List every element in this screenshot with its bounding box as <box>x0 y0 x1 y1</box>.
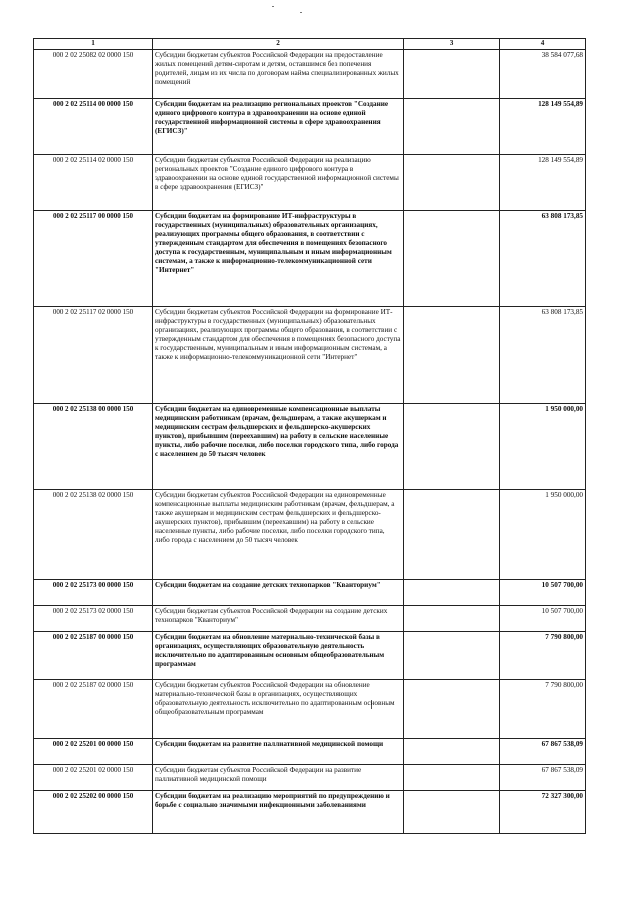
empty-cell <box>404 791 500 834</box>
classification-code: 000 2 02 25201 02 0000 150 <box>34 765 153 791</box>
table-row <box>34 606 586 632</box>
table-header-row <box>34 39 586 50</box>
classification-code: 000 2 02 25114 02 0000 150 <box>34 155 153 211</box>
classification-code: 000 2 02 25138 02 0000 150 <box>34 490 153 580</box>
table-row <box>34 211 586 307</box>
table-row <box>34 155 586 211</box>
revenue-name: Субсидии бюджетам субъектов Российской Федерации на развитие паллиативной медицинской помощи <box>153 765 404 791</box>
revenue-name: Субсидии бюджетам субъектов Российской Федерации на формирование ИТ-инфраструктуры в государственных (муниципальных) образовательных организациях, реализующих программы общего образования, в соответствии с утвержденным стандартом для обеспечения в помещениях безопасного доступа к государственным, муниципальным и иным информационным системам, а также к информационно-телекоммуникационной сети "Интернет" <box>153 307 404 404</box>
table-row <box>34 580 586 606</box>
scan-speck <box>272 6 274 7</box>
amount: 7 790 800,00 <box>500 680 586 739</box>
table-row <box>34 404 586 490</box>
amount: 10 507 700,00 <box>500 580 586 606</box>
table-row <box>34 490 586 580</box>
empty-cell <box>404 680 500 739</box>
classification-code: 000 2 02 25173 00 0000 150 <box>34 580 153 606</box>
table-row <box>34 739 586 765</box>
amount: 63 808 173,85 <box>500 211 586 307</box>
amount: 63 808 173,85 <box>500 307 586 404</box>
header-cell-2: 2 <box>153 39 404 50</box>
revenue-name: Субсидии бюджетам на обновление материально-технической базы в организациях, осуществляющих образовательную деятельность исключительно по адаптированным основным общеобразовательным программам <box>153 632 404 680</box>
amount: 10 507 700,00 <box>500 606 586 632</box>
amount: 38 584 077,68 <box>500 50 586 99</box>
amount: 128 149 554,89 <box>500 99 586 155</box>
classification-code: 000 2 02 25082 02 0000 150 <box>34 50 153 99</box>
revenue-name: Субсидии бюджетам на развитие паллиативной медицинской помощи <box>153 739 404 765</box>
amount: 72 327 300,00 <box>500 791 586 834</box>
table-row <box>34 50 586 99</box>
table-row <box>34 99 586 155</box>
amount: 67 867 538,09 <box>500 765 586 791</box>
header-cell-4: 4 <box>500 39 586 50</box>
classification-code: 000 2 02 25201 00 0000 150 <box>34 739 153 765</box>
classification-code: 000 2 02 25117 02 0000 150 <box>34 307 153 404</box>
revenue-name: Субсидии бюджетам субъектов Российской Федерации на реализацию региональных проектов "Создание единого цифрового контура в здравоохранении на основе единой государственной информационной системы в сфере здравоохранения (ЕГИСЗ)" <box>153 155 404 211</box>
empty-cell <box>404 765 500 791</box>
empty-cell <box>404 490 500 580</box>
empty-cell <box>404 606 500 632</box>
revenue-name: Субсидии бюджетам субъектов Российской Федерации на создание детских технопарков "Кванториум" <box>153 606 404 632</box>
empty-cell <box>404 739 500 765</box>
empty-cell <box>404 50 500 99</box>
empty-cell <box>404 307 500 404</box>
empty-cell <box>404 632 500 680</box>
table-row <box>34 680 586 739</box>
classification-code: 000 2 02 25173 02 0000 150 <box>34 606 153 632</box>
revenue-name: Субсидии бюджетам субъектов Российской Федерации на обновление материально-технической базы в организациях, осуществляющих образовательную деятельность исключительно по адаптированным основным общеобразовательным программам <box>153 680 404 739</box>
amount: 1 950 000,00 <box>500 490 586 580</box>
classification-code: 000 2 02 25187 02 0000 150 <box>34 680 153 739</box>
revenue-name: Субсидии бюджетам на единовременные компенсационные выплаты медицинским работникам (врачам, фельдшерам, а также акушеркам и медицинским сестрам фельдшерских и фельдшерско-акушерских пунктов), прибывшим (переехавшим) на работу в сельские населенные пункты, либо рабочие поселки, либо поселки городского типа, либо города с населением до 50 тысяч человек <box>153 404 404 490</box>
revenue-name: Субсидии бюджетам на создание детских технопарков "Кванториум" <box>153 580 404 606</box>
revenue-name: Субсидии бюджетам на реализацию мероприятий по предупреждению и борьбе с социально значимыми инфекционными заболеваниями <box>153 791 404 834</box>
empty-cell <box>404 580 500 606</box>
empty-cell <box>404 404 500 490</box>
table-row <box>34 791 586 834</box>
revenue-name: Субсидии бюджетам на реализацию региональных проектов "Создание единого цифрового контура в здравоохранении на основе единой государственной информационной системы в сфере здравоохранения (ЕГИСЗ)" <box>153 99 404 155</box>
revenue-name: Субсидии бюджетам субъектов Российской Федерации на единовременные компенсационные выплаты медицинским работникам (врачам, фельдшерам, а также акушеркам и медицинским сестрам фельдшерских и фельдшерско-акушерских пунктов), прибывшим (переехавшим) на работу в сельские населенные пункты, либо рабочие поселки, либо поселки городского типа, либо города с населением до 50 тысяч человек <box>153 490 404 580</box>
scan-speck <box>300 12 302 13</box>
classification-code: 000 2 02 25187 00 0000 150 <box>34 632 153 680</box>
revenue-name: Субсидии бюджетам субъектов Российской Федерации на предоставление жилых помещений детям-сиротам и детям, оставшимся без попечения родителей, лицам из их числа по договорам найма специализированных жилых помещений <box>153 50 404 99</box>
empty-cell <box>404 155 500 211</box>
amount: 67 867 538,09 <box>500 739 586 765</box>
table-row <box>34 632 586 680</box>
classification-code: 000 2 02 25138 00 0000 150 <box>34 404 153 490</box>
empty-cell <box>404 211 500 307</box>
header-cell-1: 1 <box>34 39 153 50</box>
amount: 1 950 000,00 <box>500 404 586 490</box>
budget-revenue-table <box>33 38 586 834</box>
table-row <box>34 307 586 404</box>
classification-code: 000 2 02 25117 00 0000 150 <box>34 211 153 307</box>
amount: 7 790 800,00 <box>500 632 586 680</box>
header-cell-3: 3 <box>404 39 500 50</box>
classification-code: 000 2 02 25114 00 0000 150 <box>34 99 153 155</box>
revenue-name: Субсидии бюджетам на формирование ИТ-инфраструктуры в государственных (муниципальных) образовательных организациях, реализующих программы общего образования, в соответствии с утвержденным стандартом для обеспечения в помещениях безопасного доступа к государственным, муниципальным и иным информационным системам, а также к информационно-телекоммуникационной сети "Интернет" <box>153 211 404 307</box>
table-row <box>34 765 586 791</box>
classification-code: 000 2 02 25202 00 0000 150 <box>34 791 153 834</box>
amount: 128 149 554,89 <box>500 155 586 211</box>
empty-cell <box>404 99 500 155</box>
